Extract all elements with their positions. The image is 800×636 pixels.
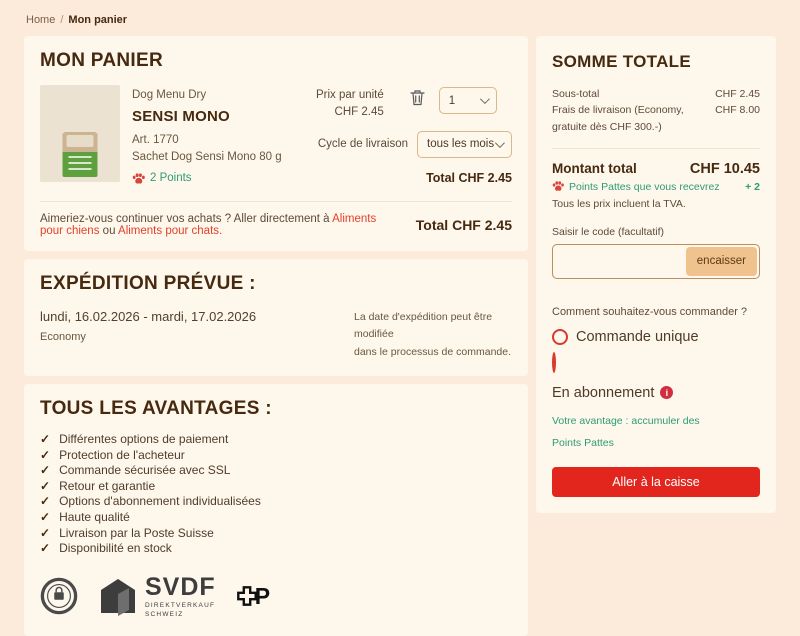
delivery-cycle-label: Cycle de livraison [317,138,408,150]
chevron-down-icon [495,138,505,148]
cart-total: Total CHF 2.45 [415,216,512,233]
product-name[interactable]: SENSI MONO [132,108,230,126]
list-item [40,541,512,557]
check-icon: ✓ [40,525,51,540]
check-icon: ✓ [40,463,51,478]
advantages-list [40,432,512,557]
shipping-note-line1: La date d'expédition peut être modifiée [354,310,493,341]
product-controls [316,85,512,188]
swiss-post-logo [236,583,270,610]
cart-item-row [40,85,512,188]
subscription-label: En abonnement [552,384,655,401]
single-order-option[interactable] [552,329,760,345]
shipping-method: Economy [40,330,86,343]
or-text: ou [102,224,116,237]
points-earned-value: + 2 [745,180,760,193]
continue-shopping-text [40,213,400,237]
list-item [40,448,512,464]
svdf-name: SVDF [145,572,216,601]
advantage-label: Différentes options de paiement [59,432,229,447]
svdf-logo [98,572,216,618]
advantage-label: Livraison par la Poste Suisse [59,525,214,540]
product-image [40,85,120,182]
advantage-label: Haute qualité [59,510,130,524]
price-per-unit-label: Prix par unité [316,89,384,101]
quantity-value: 1 [448,94,456,107]
check-icon: ✓ [40,494,51,509]
chevron-down-icon [480,94,490,104]
advantage-label: Protection de l'acheteur [59,447,185,462]
cats-food-link[interactable]: Aliments pour chats. [118,224,223,237]
delivery-cycle-value: tous les mois [427,138,495,150]
product-article-number: Art. 1770 [132,133,179,146]
list-item [40,510,512,526]
subscription-option[interactable] [552,354,760,449]
shipping-note-line2: dans le processus de commande. [354,346,512,359]
advantages-title: TOUS LES AVANTAGES : [40,398,272,420]
continue-text: Aimeriez-vous continuer vos achats ? Aller directement à [40,212,330,225]
summary-title: SOMME TOTALE [552,52,691,71]
paw-icon [132,173,145,185]
swiss-online-garantie-badge-icon [40,577,78,615]
check-icon: ✓ [40,432,51,447]
redeem-button[interactable]: encaisser [686,247,757,276]
breadcrumb [24,10,776,36]
single-order-label: Commande unique [576,328,699,345]
shipping-title: EXPÉDITION PRÉVUE : [40,272,256,294]
cart-card [24,36,528,251]
advantage-label: Disponibilité en stock [59,541,172,556]
product-points: 2 Points [150,172,192,185]
list-item [40,463,512,479]
list-item [40,479,512,495]
advantage-label: Options d'abonnement individualisées [59,494,261,509]
paw-icon [552,181,564,192]
cart-footer [40,201,512,237]
list-item [40,526,512,542]
svdf-sub2: SCHWEIZ [145,610,184,618]
product-category: Dog Menu Dry [132,89,207,101]
price-per-unit-value: CHF 2.45 [334,106,384,119]
total-value: CHF 10.45 [689,160,760,177]
svdf-house-icon [98,576,138,616]
quantity-select[interactable] [439,87,497,114]
voucher-code-label: Saisir le code (facultatif) [552,225,665,238]
total-label: Montant total [552,160,637,176]
subscription-benefit-line2: Points Pattes [552,436,614,449]
trust-logos [40,572,512,622]
total-row [552,161,760,177]
checkout-button[interactable]: Aller à la caisse [552,467,760,497]
check-icon: ✓ [40,447,51,462]
remove-item-button[interactable] [410,89,425,109]
subtotal-label: Sous-total [552,88,600,100]
shipping-cost-row [552,102,760,135]
info-icon[interactable]: i [660,386,673,399]
check-icon: ✓ [40,478,51,493]
order-type-question: Comment souhaitez-vous commander ? [552,305,748,318]
line-total: Total CHF 2.45 [426,170,512,185]
shipping-cost-value: CHF 8.00 [715,104,760,117]
product-description: Sachet Dog Sensi Mono 80 g [132,151,282,163]
breadcrumb-separator: / [60,14,64,26]
radio-single-order[interactable] [552,329,568,345]
post-letter: P [254,582,271,609]
breadcrumb-home-link[interactable]: Home [26,14,56,26]
radio-subscription[interactable] [552,352,556,373]
cart-title: MON PANIER [40,50,163,71]
shipping-date-range: lundi, 16.02.2026 - mardi, 17.02.2026 [40,308,257,324]
list-item [40,432,512,448]
shipping-card [24,259,528,377]
check-icon: ✓ [40,510,51,524]
product-packet-illustration [63,132,98,177]
advantage-label: Retour et garantie [59,478,156,493]
summary-card [536,36,776,513]
points-earned-label: Points Pattes que vous recevrez [569,180,720,193]
subtotal-row [552,86,760,102]
delivery-cycle-select[interactable] [417,131,512,158]
left-column [24,36,528,636]
divider [552,148,760,149]
points-earned-row [552,181,760,193]
check-icon: ✓ [40,541,51,556]
vat-note: Tous les prix incluent la TVA. [552,197,686,210]
advantage-label: Commande sécurisée avec SSL [59,463,231,478]
trash-icon [410,89,425,106]
subscription-benefit: Votre avantage : accumuler des [552,414,700,427]
list-item [40,494,512,510]
svdf-sub1: DIREKTVERKAUF [145,601,216,609]
breadcrumb-current: Mon panier [68,14,128,26]
advantages-card [24,384,528,636]
shipping-note [354,309,512,363]
subtotal-value: CHF 2.45 [715,88,760,100]
product-info [132,85,304,188]
shipping-cost-label: Frais de livraison (Economy, gratuite dès CHF 300.-) [552,104,684,133]
dogs-food-link[interactable]: Aliments pour chiens [40,212,377,237]
